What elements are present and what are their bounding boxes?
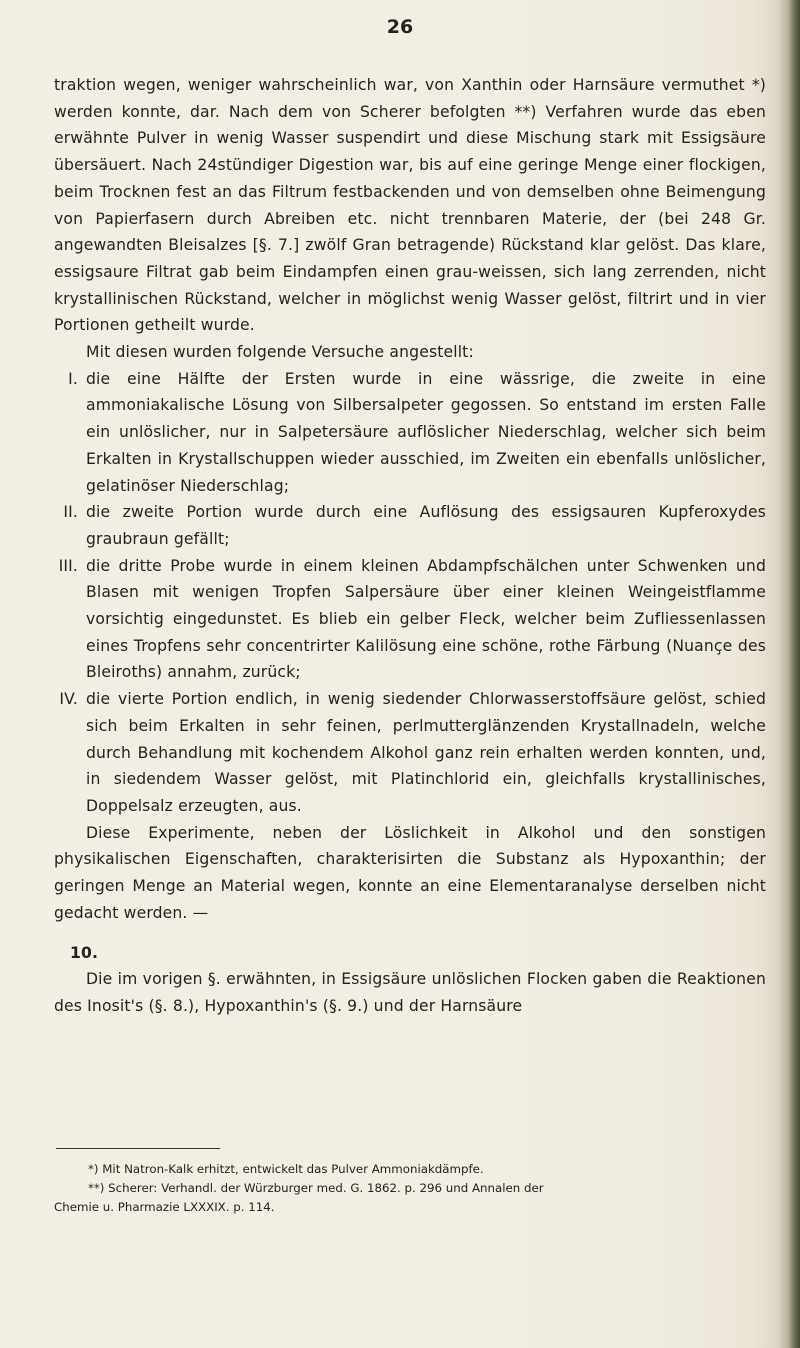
item-text: die dritte Probe wurde in einem kleinen Abdampfschälchen unter Schwenken und Blasen mit wenigen Tropfen Salpersäure über einer kleinen Weingeistflamme vorsichtig eingedunstet. Es blieb ein gelber Fleck, welcher beim Zufliessenlassen eines Tropfens sehr concentrirter Kalilösung eine schöne, rothe Färbung (Nuançe des Bleiroths) annahm, zurück;	[86, 556, 766, 682]
footnotes	[54, 1160, 770, 1217]
item-number: III.	[58, 556, 78, 575]
item-number: I.	[68, 369, 78, 388]
footnote-2: **) Scherer: Verhandl. der Würzburger med. G. 1862. p. 296 und Annalen der	[88, 1181, 544, 1195]
item-text: die zweite Portion wurde durch eine Auflösung des essigsauren Kupferoxydes graubraun gefällt;	[86, 503, 766, 548]
item-number: II.	[63, 503, 78, 522]
paragraph-1: traktion wegen, weniger wahrscheinlich war, von Xanthin oder Harnsäure vermuthet *) werden konnte, dar. Nach dem von Scherer befolgten **) Verfahren wurde das eben erwähnte Pulver in wenig Wasser suspendirt und diese Mischung stark mit Essigsäure übersäuert. Nach 24stündiger Digestion war, bis auf eine geringe Menge einer flockigen, beim Trocknen fest an das Filtrum festbackenden und von demselben ohne Beimengung von Papierfasern durch Abreiben etc. nicht trennbaren Materie, der (bei 248 Gr. angewandten Bleisalzes [§. 7.] zwölf Gran betragende) Rückstand klar gelöst. Das klare, essigsaure Filtrat gab beim Eindampfen einen grau-weissen, sich lang zerrenden, nicht krystallinischen Rückstand, welcher in möglichst wenig Wasser gelöst, filtrirt und in vier Portionen getheilt wurde.	[54, 76, 766, 335]
paragraph-4: Die im vorigen §. erwähnten, in Essigsäure unlöslichen Flocken gaben die Reaktionen des Inosit's (§. 8.), Hypoxanthin's (§. 9.) und der Harnsäure	[54, 970, 766, 1015]
list-item	[54, 499, 766, 552]
item-text: die vierte Portion endlich, in wenig siedender Chlorwasserstoffsäure gelöst, schied sich beim Erkalten in sehr feinen, perlmutterglänzenden Krystallnadeln, welche durch Behandlung mit kochendem Alkohol ganz rein erhalten werden konnten, und, in siedendem Wasser gelöst, mit Platinchlorid ein, gleichfalls krystallinisches, Doppelsalz erzeugten, aus.	[86, 690, 766, 815]
list-item	[54, 686, 766, 820]
section-number: 10.	[70, 943, 99, 962]
paragraph-2: Mit diesen wurden folgende Versuche angestellt:	[86, 343, 474, 362]
page-edge-shadow	[778, 0, 800, 1348]
footnote-divider	[56, 1148, 220, 1149]
list-item	[54, 553, 766, 687]
page-number: 26	[386, 16, 414, 38]
footnote-2-continued: Chemie u. Pharmazie LXXXIX. p. 114.	[54, 1200, 275, 1214]
body-text	[54, 72, 766, 1020]
paragraph-3: Diese Experimente, neben der Löslichkeit in Alkohol und den sonstigen physikalischen Eigenschaften, charakterisirten die Substanz als Hypoxanthin; der geringen Menge an Material wegen, konnte an eine Elementaranalyse derselben nicht gedacht werden. —	[54, 823, 766, 922]
item-number: IV.	[59, 690, 78, 709]
item-text: die eine Hälfte der Ersten wurde in eine wässrige, die zweite in eine ammoniakalische Lösung von Silbersalpeter gegossen. So entstand im ersten Falle ein unlöslicher, nur in Salpetersäure auflöslicher Niederschlag, welcher sich beim Erkalten in Krystallschuppen wieder ausschied, im Zweiten ein ebenfalls unlöslicher, gelatinöser Niederschlag;	[86, 369, 766, 495]
footnote-1: *) Mit Natron-Kalk erhitzt, entwickelt das Pulver Ammoniakdämpfe.	[88, 1162, 484, 1176]
list-item	[54, 366, 766, 500]
